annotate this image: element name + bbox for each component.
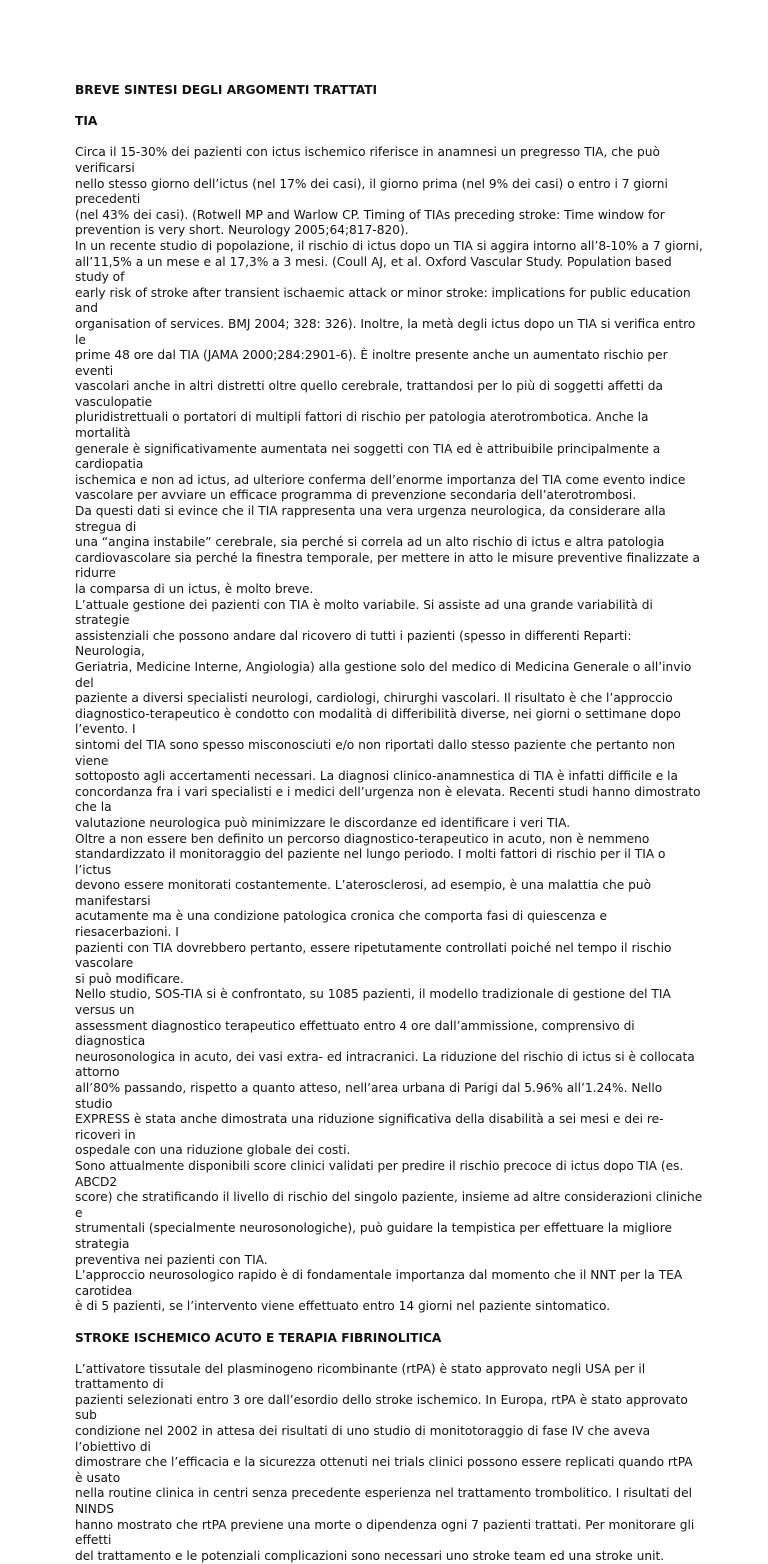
- document-page: [75, 83, 703, 1564]
- paragraph: Da questi dati si evince che il TIA rappresenta una vera urgenza neurologica, da considerare alla stregua di una “angina instabile” cerebrale, sia perché si correla ad un alto rischio di ictus e altra patologia cardiovascolare sia perché la finestra temporale, per mettere in atto le misure preventive finalizzate a ridurre la comparsa di un ictus, è molto breve.: [75, 504, 703, 598]
- section-tia: [75, 114, 703, 1315]
- paragraph: Oltre a non essere ben definito un percorso diagnostico-terapeutico in acuto, non è nemmeno standardizzato il monitoraggio del paziente nel lungo periodo. I molti fattori di rischio per il TIA o l’ictus devono essere monitorati costantemente. L’aterosclerosi, ad esempio, è una malattia che può manifestarsi acutamente ma è una condizione patologica cronica che comporta fasi di quiescenza e riesacerbazioni. I pazienti con TIA dovrebbero pertanto, essere ripetutamente controllati poiché nel tempo il rischio vascolare si può modificare.: [75, 832, 703, 988]
- section-heading-stroke: STROKE ISCHEMICO ACUTO E TERAPIA FIBRINOLITICA: [75, 1331, 703, 1347]
- paragraph: Sono attualmente disponibili score clinici validati per predire il rischio precoce di ictus dopo TIA (es. ABCD2 score) che stratificando il livello di rischio del singolo paziente, insieme ad altre considerazioni cliniche e strumentali (specialmente neurosonologiche), può guidare la tempistica per effettuare la migliore strategia preventiva nei pazienti con TIA.: [75, 1159, 703, 1268]
- paragraph: Nello studio, SOS-TIA si è confrontato, su 1085 pazienti, il modello tradizionale di gestione del TIA versus un assessment diagnostico terapeutico effettuato entro 4 ore dall’ammissione, comprensivo di diagnostica neurosonologica in acuto, dei vasi extra- ed intracranici. La riduzione del rischio di ictus si è collocata attorno all’80% passando, rispetto a quanto atteso, nell’area urbana di Parigi dal 5.96% all’1.24%. Nello studio EXPRESS è stata anche dimostrata una riduzione significativa della disabilità a sei mesi e dei re-ricoveri in ospedale con una riduzione globale dei costi.: [75, 987, 703, 1159]
- section-heading-tia: TIA: [75, 114, 703, 130]
- paragraph: Circa il 15-30% dei pazienti con ictus ischemico riferisce in anamnesi un pregresso TIA, che può verificarsi nello stesso giorno dell’ictus (nel 17% dei casi), il giorno prima (nel 9% dei casi) o entro i 7 giorni precedenti (nel 43% dei casi). (Rotwell MP and Warlow CP. Timing of TIAs preceding stroke: Time window for prevention is very short. Neurology 2005;64;817-820).: [75, 145, 703, 239]
- paragraph: L’attivatore tissutale del plasminogeno ricombinante (rtPA) è stato approvato negli USA per il trattamento di pazienti selezionati entro 3 ore dall’esordio dello stroke ischemico. In Europa, rtPA è stato approvato sub condizione nel 2002 in attesa dei risultati di uno studio di monitotoraggio di fase IV che aveva l’obiettivo di dimostrare che l’efficacia e la sicurezza ottenuti nei trials clinici possono essere replicati quando rtPA è usato nella routine clinica in centri senza precedente esperienza nel trattamento trombolitico. I risultati del NINDS hanno mostrato che rtPA previene una morte o dipendenza ogni 7 pazienti trattati. Per monitorare gli effetti del trattamento e le potenziali complicazioni sono necessari uno stroke team ed una stroke unit.: [75, 1362, 703, 1564]
- section-stroke: [75, 1331, 703, 1564]
- paragraph: L’approccio neurosologico rapido è di fondamentale importanza dal momento che il NNT per la TEA carotidea è di 5 pazienti, se l’intervento viene effettuato entro 14 giorni nel paziente sintomatico.: [75, 1268, 703, 1315]
- document-title: BREVE SINTESI DEGLI ARGOMENTI TRATTATI: [75, 83, 703, 99]
- paragraph: L’attuale gestione dei pazienti con TIA è molto variabile. Si assiste ad una grande variabilità di strategie assistenziali che possono andare dal ricovero di tutti i pazienti (spesso in differenti Reparti: Neurologia, Geriatria, Medicine Interne, Angiologia) alla gestione solo del medico di Medicina Generale o all’invio del paziente a diversi specialisti neurologi, cardiologi, chirurghi vascolari. Il risultato è che l’approccio diagnostico-terapeutico è condotto con modalità di differibilità diverse, nei giorni o settimane dopo l’evento. I sintomi del TIA sono spesso misconosciuti e/o non riportati dallo stesso paziente che pertanto non viene sottoposto agli accertamenti necessari. La diagnosi clinico-anamnestica di TIA è infatti difficile e la concordanza fra i vari specialisti e i medici dell’urgenza non è elevata. Recenti studi hanno dimostrato che la valutazione neurologica può minimizzare le discordanze ed identificare i veri TIA.: [75, 598, 703, 832]
- paragraph: In un recente studio di popolazione, il rischio di ictus dopo un TIA si aggira intorno all’8-10% a 7 giorni, all’11,5% a un mese e al 17,3% a 3 mesi. (Coull AJ, et al. Oxford Vascular Study. Population based study of early risk of stroke after transient ischaemic attack or minor stroke: implications for public education and organisation of services. BMJ 2004; 328: 326). Inoltre, la metà degli ictus dopo un TIA si verifica entro le prime 48 ore dal TIA (JAMA 2000;284:2901-6). È inoltre presente anche un aumentato rischio per eventi vascolari anche in altri distretti oltre quello cerebrale, trattandosi per lo più di soggetti affetti da vasculopatie pluridistrettuali o portatori di multipli fattori di rischio per patologia aterotrombotica. Anche la mortalità generale è significativamente aumentata nei soggetti con TIA ed è attribuibile principalmente a cardiopatia ischemica e non ad ictus, ad ulteriore conferma dell’enorme importanza del TIA come evento indice vascolare per avviare un efficace programma di prevenzione secondaria dell’aterotrombosi.: [75, 239, 703, 504]
